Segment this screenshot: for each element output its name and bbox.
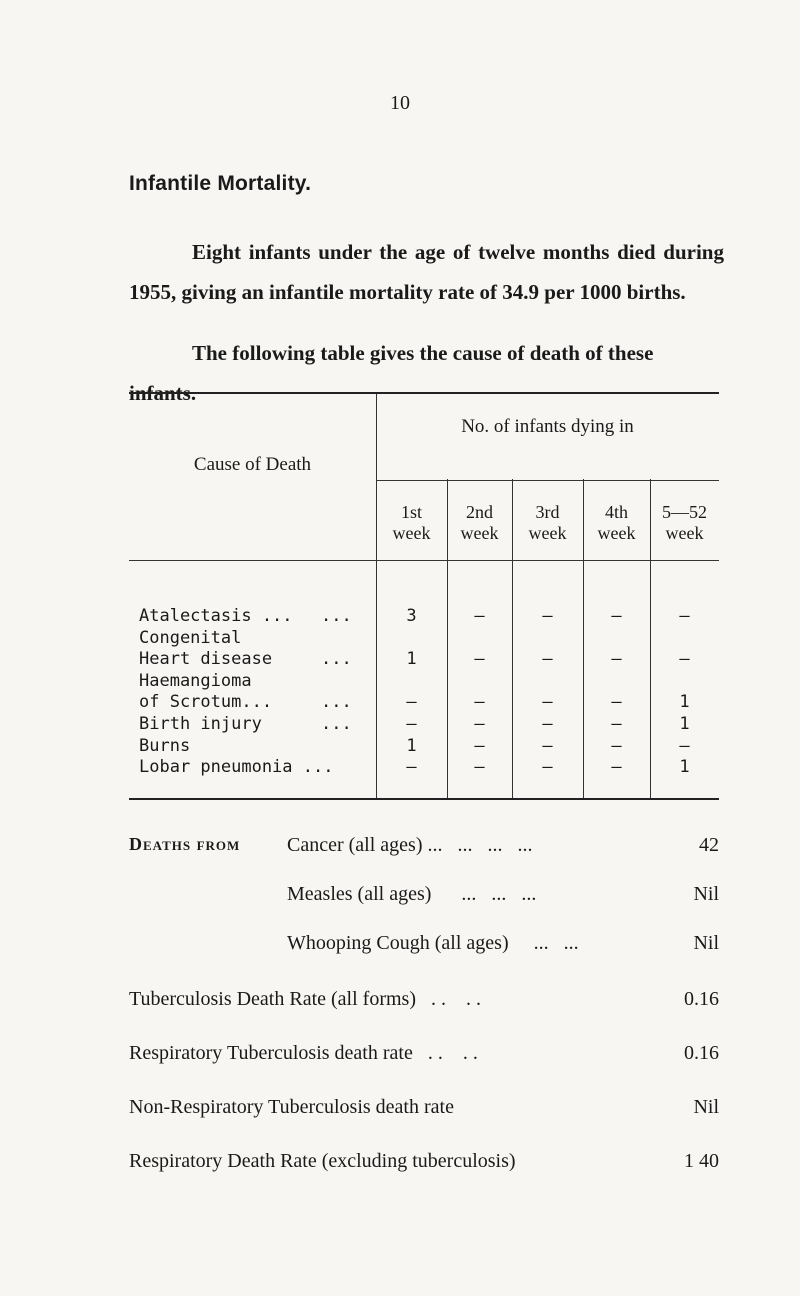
row-label: Burns (139, 735, 191, 756)
table-cell: — (679, 735, 690, 756)
table-cell: — (542, 606, 553, 626)
col-header-line: week (392, 523, 431, 543)
group-header: No. of infants dying in (461, 416, 634, 437)
table-cell: 1 (406, 735, 417, 756)
row-label: Atalectasis ... (139, 606, 293, 626)
table-cell: — (611, 757, 622, 778)
row-leader-dots: ... (321, 649, 352, 670)
rate-value: 0.16 (684, 1042, 719, 1064)
table-cell: — (474, 735, 485, 756)
row-label: of Scrotum... (139, 692, 273, 713)
intro-paragraph (129, 232, 724, 312)
page-number: 10 (390, 92, 410, 114)
col-header-2 (447, 502, 512, 544)
table-cell: — (474, 692, 485, 713)
section-heading: Infantile Mortality. (129, 172, 312, 195)
table-cell: — (542, 649, 553, 670)
table-cell: — (679, 649, 690, 670)
row-label: Lobar pneumonia ... (139, 757, 334, 778)
col-header-line: week (597, 523, 636, 543)
table-cell: — (611, 649, 622, 670)
deaths-item-value: 42 (699, 834, 719, 856)
table-cell: — (406, 692, 417, 713)
deaths-item-label: Measles (all ages) ... ... ... (287, 883, 537, 905)
col-header-line: 1st (400, 502, 422, 522)
cause-of-death-table (129, 392, 719, 800)
rate-label: Non-Respiratory Tuberculosis death rate (129, 1096, 454, 1118)
table-cell: — (474, 714, 485, 734)
table-cell: — (542, 714, 553, 734)
rate-label: Tuberculosis Death Rate (all forms) . . . . (129, 988, 481, 1010)
table-cell: 1 (679, 757, 690, 778)
col-header-5 (650, 502, 719, 544)
row-leader-dots: ... (321, 692, 352, 713)
table-cell: 3 (406, 606, 417, 626)
deaths-from-prefix: Deaths from (129, 834, 241, 854)
deaths-item-label: Whooping Cough (all ages) ... ... (287, 932, 579, 954)
table-cell: 1 (679, 692, 690, 713)
header-rule (129, 560, 719, 561)
col-header-3 (512, 502, 583, 544)
row-label: Birth injury (139, 714, 262, 734)
col-header-line: week (460, 523, 499, 543)
table-cell: — (542, 757, 553, 778)
table-cell: — (406, 714, 417, 734)
col-header-line: week (665, 523, 704, 543)
table-cell: — (474, 606, 485, 626)
table-cell: — (611, 735, 622, 756)
col-header-line: 4th (604, 502, 628, 522)
col-header-line: 2nd (466, 502, 493, 522)
rate-label: Respiratory Tuberculosis death rate . . . . (129, 1042, 478, 1064)
col-header-line: 3rd (535, 502, 560, 522)
col-header-4 (583, 502, 650, 544)
row-label: Haemangioma (139, 670, 252, 691)
table-intro-text: The following table gives the cause of death of these infants. (129, 341, 654, 405)
deaths-item-value: Nil (693, 883, 719, 905)
table-cell: 1 (406, 649, 417, 670)
rate-value: 1 40 (684, 1150, 719, 1172)
col-header-line: 5—52 (662, 502, 707, 522)
table-cell: — (542, 692, 553, 713)
rate-value: 0.16 (684, 988, 719, 1010)
intro-paragraph-text: Eight infants under the age of twelve months died during 1955, giving an infantile mortality rate of 34.9 per 1000 births. (129, 240, 724, 304)
table-cell: — (406, 757, 417, 778)
table-cell: — (611, 606, 622, 626)
table-cell: — (474, 649, 485, 670)
row-leader-dots: ... (321, 606, 352, 626)
group-header-rule (376, 480, 719, 481)
cause-header: Cause of Death (193, 454, 312, 475)
col-header-line: week (528, 523, 567, 543)
table-cell: — (611, 714, 622, 734)
row-leader-dots: ... (321, 714, 352, 734)
table-cell: 1 (679, 714, 690, 734)
deaths-item-label: Cancer (all ages) ... ... ... ... (287, 834, 533, 856)
table-cell: — (474, 757, 485, 778)
table-cell: — (542, 735, 553, 756)
col-header-1 (376, 502, 447, 544)
rate-value: Nil (693, 1096, 719, 1118)
deaths-item-value: Nil (693, 932, 719, 954)
row-label: Congenital (139, 627, 242, 648)
row-label: Heart disease (139, 649, 273, 670)
table-cell: — (611, 692, 622, 713)
table-cell: — (679, 606, 690, 626)
rate-label: Respiratory Death Rate (excluding tuberculosis) (129, 1150, 516, 1172)
